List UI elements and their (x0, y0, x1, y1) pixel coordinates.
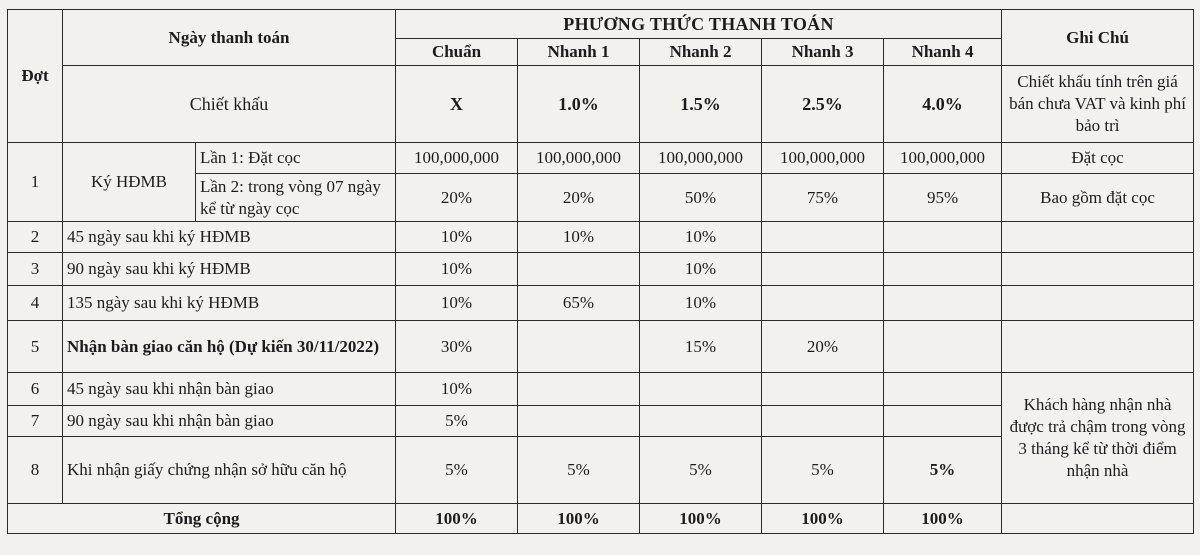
table-cell (518, 406, 640, 437)
table-cell (762, 406, 884, 437)
table-cell (762, 222, 884, 253)
row-dot: 5 (8, 321, 63, 373)
row-label: 45 ngày sau khi ký HĐMB (63, 222, 396, 253)
row-label: 90 ngày sau khi ký HĐMB (63, 253, 396, 286)
table-cell: 100,000,000 (762, 143, 884, 174)
method-nhanh-2: Nhanh 2 (640, 39, 762, 66)
table-cell: 10% (640, 222, 762, 253)
table-row (8, 373, 1194, 406)
table-cell (518, 373, 640, 406)
table-cell: 50% (640, 174, 762, 222)
row-note (1002, 253, 1194, 286)
header-note: Ghi Chú (1002, 10, 1194, 66)
table-cell: 20% (396, 174, 518, 222)
total-value: 100% (518, 504, 640, 534)
table-cell: 65% (518, 286, 640, 321)
table-cell: 100,000,000 (396, 143, 518, 174)
table-cell (884, 373, 1002, 406)
total-value: 100% (762, 504, 884, 534)
row-label: Nhận bàn giao căn hộ (Dự kiến 30/11/2022) (63, 321, 396, 373)
table-cell: 10% (640, 286, 762, 321)
row-note (1002, 222, 1194, 253)
table-cell (884, 253, 1002, 286)
table-cell (884, 222, 1002, 253)
total-value: 100% (640, 504, 762, 534)
table-cell: 100,000,000 (640, 143, 762, 174)
row-note (1002, 321, 1194, 373)
row-label: Khi nhận giấy chứng nhận sở hữu căn hộ (63, 437, 396, 504)
table-cell (884, 406, 1002, 437)
table-cell: 30% (396, 321, 518, 373)
table-cell: 100,000,000 (884, 143, 1002, 174)
table-cell (518, 253, 640, 286)
table-cell: 10% (640, 253, 762, 286)
header-payment-method: PHƯƠNG THỨC THANH TOÁN (396, 10, 1002, 39)
method-nhanh-4: Nhanh 4 (884, 39, 1002, 66)
table-cell: 5% (640, 437, 762, 504)
discount-note: Chiết khấu tính trên giá bán chưa VAT và kinh phí bảo trì (1002, 66, 1194, 143)
table-row (8, 253, 1194, 286)
table-cell: 75% (762, 174, 884, 222)
table-cell: 5% (396, 437, 518, 504)
discount-value: 2.5% (762, 66, 884, 143)
table-cell (640, 373, 762, 406)
total-label: Tổng cộng (8, 504, 396, 534)
row-note (1002, 286, 1194, 321)
row-note: Bao gồm đặt cọc (1002, 174, 1194, 222)
table-cell (762, 373, 884, 406)
table-cell: 10% (396, 286, 518, 321)
discount-value: 4.0% (884, 66, 1002, 143)
row-label: 45 ngày sau khi nhận bàn giao (63, 373, 396, 406)
discount-value: X (396, 66, 518, 143)
row-dot: 1 (8, 143, 63, 222)
header-payment-date: Ngày thanh toán (63, 10, 396, 66)
method-chuan: Chuẩn (396, 39, 518, 66)
table-cell (762, 253, 884, 286)
table-row (8, 286, 1194, 321)
table-cell: 10% (396, 253, 518, 286)
row-label: 90 ngày sau khi nhận bàn giao (63, 406, 396, 437)
method-nhanh-3: Nhanh 3 (762, 39, 884, 66)
discount-label: Chiết khấu (63, 66, 396, 143)
row-note: Đặt cọc (1002, 143, 1194, 174)
table-cell: 20% (518, 174, 640, 222)
method-nhanh-1: Nhanh 1 (518, 39, 640, 66)
table-cell: 95% (884, 174, 1002, 222)
total-value: 100% (396, 504, 518, 534)
table-row (8, 321, 1194, 373)
table-cell: 10% (396, 373, 518, 406)
table-row (8, 222, 1194, 253)
table-cell (884, 286, 1002, 321)
table-cell (884, 321, 1002, 373)
payment-schedule-table (7, 9, 1194, 534)
row-dot: 7 (8, 406, 63, 437)
total-row (8, 504, 1194, 534)
table-cell: 15% (640, 321, 762, 373)
table-cell: 10% (518, 222, 640, 253)
table-cell (518, 321, 640, 373)
table-cell: 100,000,000 (518, 143, 640, 174)
row-label: 135 ngày sau khi ký HĐMB (63, 286, 396, 321)
total-value: 100% (884, 504, 1002, 534)
row-dot: 4 (8, 286, 63, 321)
row-dot: 6 (8, 373, 63, 406)
table-cell: 5% (518, 437, 640, 504)
table-cell: 5% (884, 437, 1002, 504)
row-dot: 2 (8, 222, 63, 253)
table-cell: 20% (762, 321, 884, 373)
table-cell (640, 406, 762, 437)
table-cell (762, 286, 884, 321)
total-note (1002, 504, 1194, 534)
row-dot: 3 (8, 253, 63, 286)
discount-value: 1.5% (640, 66, 762, 143)
table-cell: 5% (396, 406, 518, 437)
late-payment-note: Khách hàng nhận nhà được trả chậm trong vòng 3 tháng kể từ thời điểm nhận nhà (1002, 373, 1194, 504)
discount-value: 1.0% (518, 66, 640, 143)
header-dot: Đợt (8, 10, 63, 143)
installment1-label: Ký HĐMB (63, 143, 196, 222)
table-cell: 5% (762, 437, 884, 504)
installment1-sub2-label: Lần 2: trong vòng 07 ngày kể từ ngày cọc (196, 174, 396, 222)
table-cell: 10% (396, 222, 518, 253)
installment1-sub1-label: Lần 1: Đặt cọc (196, 143, 396, 174)
row-dot: 8 (8, 437, 63, 504)
